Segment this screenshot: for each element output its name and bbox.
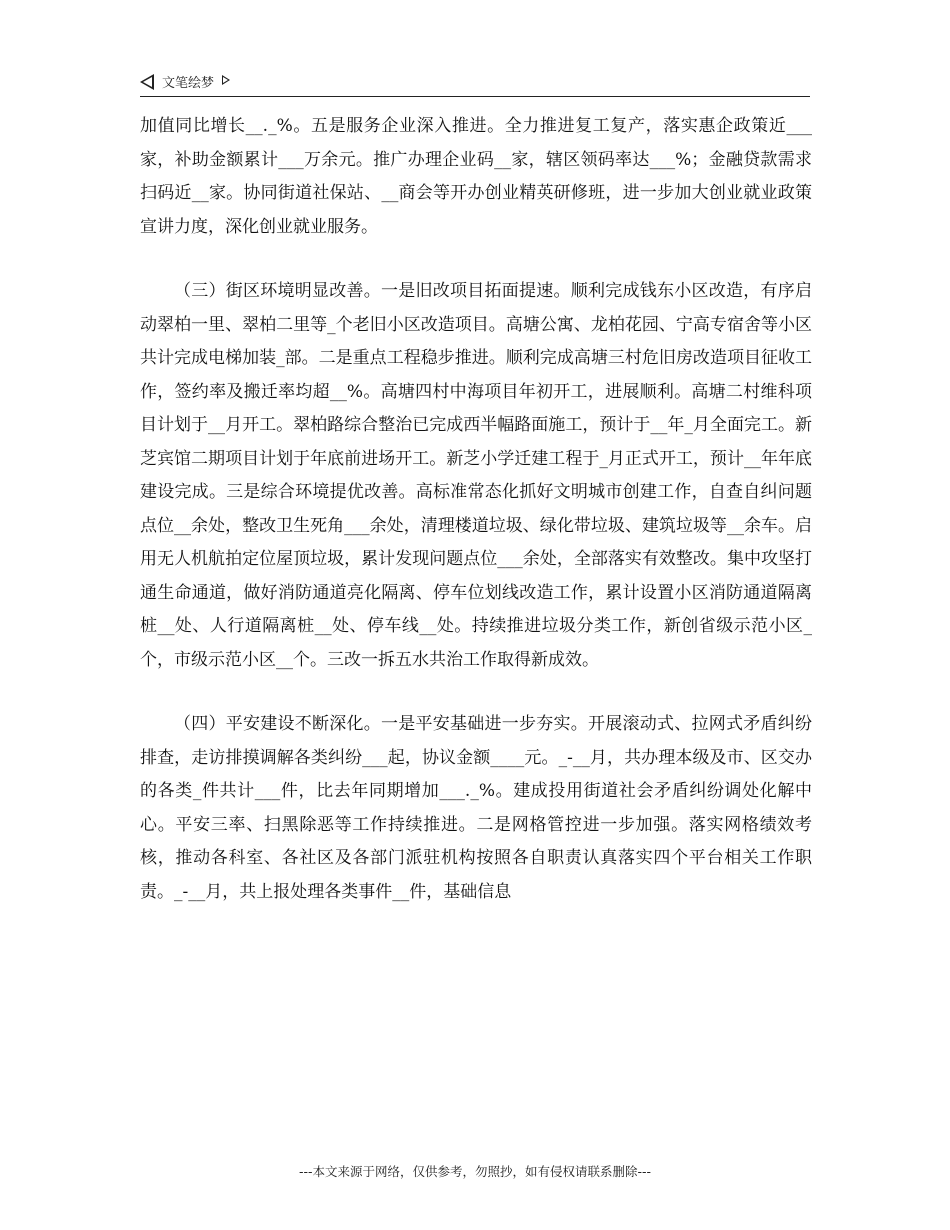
paragraph-continuation: 加值同比增长__._%。五是服务企业深入推进。全力推进复工复产，落实惠企政策近___家，补助金额累计___万余元。推广办理企业码__家，辖区领码率达___%；金融贷款需求扫码近__家。协同街道社保站、__商会等开办创业精英研修班，进一步加大创业就业政策宣讲力度，深化创业就业服务。	[140, 116, 812, 237]
brand-logo	[140, 72, 230, 91]
brand-name: 文笔绘梦	[162, 76, 215, 91]
left-triangle-icon	[140, 74, 154, 90]
paragraph-section-3: （三）街区环境明显改善。一是旧改项目拓面提速。顺利完成钱东小区改造，有序启动翠柏一里、翠柏二里等_个老旧小区改造项目。高塘公寓、龙柏花园、宁高专宿舍等小区共计完成电梯加装_部。二是重点工程稳步推进。顺利完成高塘三村危旧房改造项目征收工作，签约率及搬迁率均超__%。高塘四村中海项目年初开工，进展顺利。高塘二村维科项目计划于__月开工。翠柏路综合整治已完成西半幅路面施工，预计于__年_月全面完工。新芝宾馆二期项目计划于年底前进场开工。新芝小学迁建工程于_月正式开工，预计__年年底建设完成。三是综合环境提优改善。高标准常态化抓好文明城市创建工作，自查自纠问题点位__余处，整改卫生死角___余处，清理楼道垃圾、绿化带垃圾、建筑垃圾等__余车。启用无人机航拍定位屋顶垃圾，累计发现问题点位___余处，全部落实有效整改。集中攻坚打通生命通道，做好消防通道亮化隔离、停车位划线改造工作，累计设置小区消防通道隔离桩__处、人行道隔离桩__处、停车线__处。持续推进垃圾分类工作，新创省级示范小区_个，市级示范小区__个。三改一拆五水共治工作取得新成效。	[140, 281, 812, 670]
footer-disclaimer: ---本文来源于网络，仅供参考，勿照抄，如有侵权请联系删除---	[298, 1164, 652, 1179]
document-body	[140, 110, 812, 909]
right-triangle-icon	[222, 75, 230, 85]
paragraph-section-4: （四）平安建设不断深化。一是平安基础进一步夯实。开展滚动式、拉网式矛盾纠纷排查，走访排摸调解各类纠纷___起，协议金额____元。_-__月，共办理本级及市、区交办的各类_件共计___件，比去年同期增加___._%。建成投用街道社会矛盾纠纷调处化解中心。平安三率、扫黑除恶等工作持续推进。二是网格管控进一步加强。落实网格绩效考核，推动各科室、各社区及各部门派驻机构按照各自职责认真落实四个平台相关工作职责。_-__月，共上报处理各类事件__件，基础信息	[140, 714, 812, 902]
page-header	[140, 70, 810, 97]
